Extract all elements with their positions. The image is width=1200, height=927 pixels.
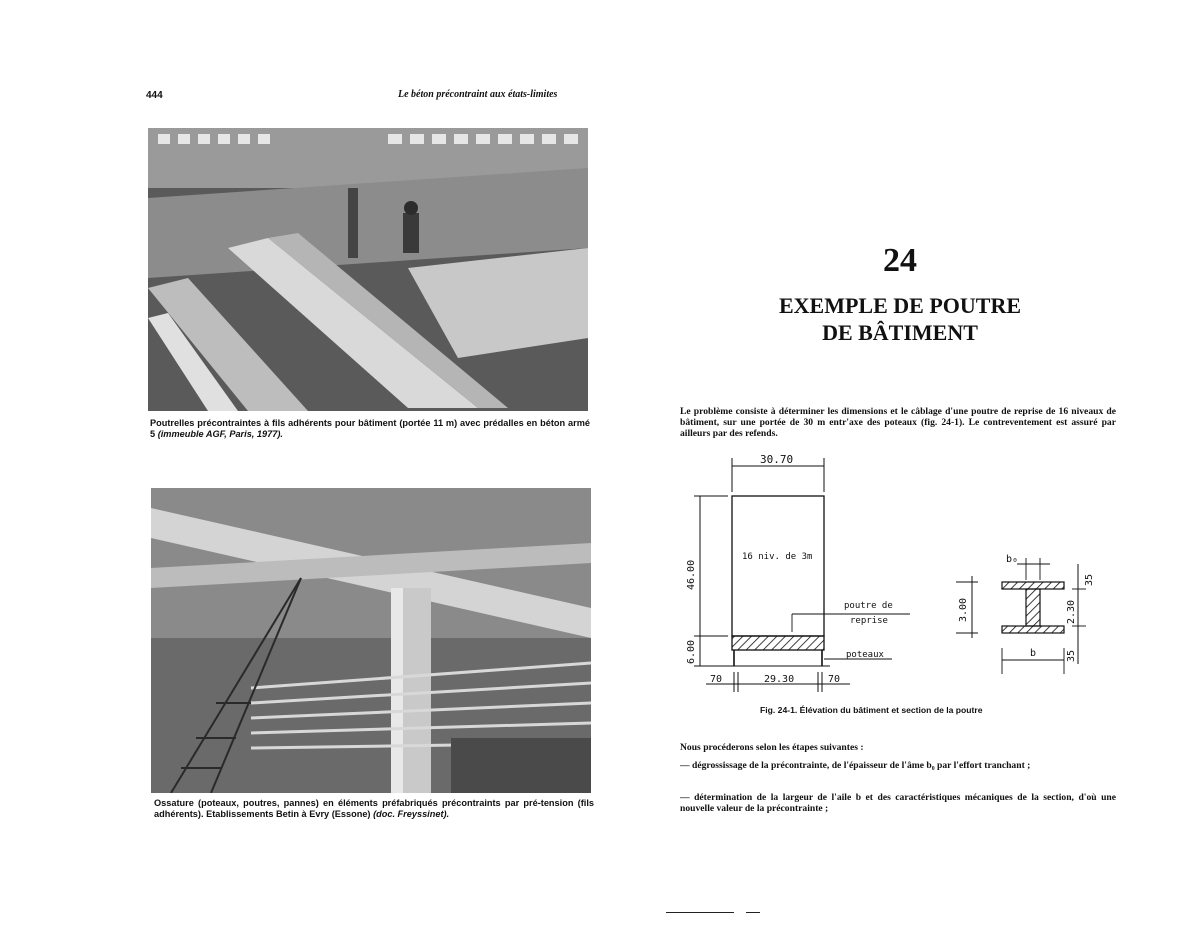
figure-caption: Fig. 24-1. Élévation du bâtiment et section de la poutre: [760, 705, 983, 715]
photo2-caption: [154, 798, 594, 819]
dim-left-label: 70: [710, 674, 723, 685]
photo1-caption-text: Poutrelles précontraintes à fils adhérents pour bâtiment (portée 11 m) avec prédalles en béton armé 5: [150, 418, 590, 439]
section-height-label: 3.00: [958, 597, 969, 622]
section-flange-bottom-label: 35: [1066, 649, 1077, 662]
photo2-caption-text: Ossature (poteaux, poutres, pannes) en éléments préfabriqués précontraints par pré-tension (fils adhérents). Etablissements Betin à Evry (Essone): [154, 798, 594, 819]
footer-rule: [666, 912, 734, 913]
dim-height-label: 46.00: [686, 559, 697, 590]
i-section: [956, 554, 1095, 674]
beam-label-2: reprise: [850, 616, 888, 626]
footer-rule-short: [746, 912, 760, 913]
photo1-caption: [150, 418, 590, 439]
page-number: 444: [146, 90, 163, 101]
figure-24-1: [672, 452, 1112, 702]
section-b0-label: b₀: [1006, 554, 1019, 565]
columns-label: poteaux: [846, 650, 884, 660]
step-1: — dégrossissage de la précontrainte, de l'épaisseur de l'âme b₀ par l'effort tranchant ;: [680, 760, 1031, 771]
chapter-title-line1: EXEMPLE DE POUTRE: [778, 293, 1022, 318]
step-2: — détermination de la largeur de l'aile b et des caractéristiques mécaniques de la section, d'où une nouvelle valeur de la précontrainte ;: [680, 792, 1116, 815]
photo-precast-frame: [151, 488, 591, 793]
dim-span-label: 29.30: [764, 674, 795, 685]
photo-prestressed-beams: [148, 128, 588, 411]
dim-top-label: 30.70: [760, 453, 794, 466]
chapter-title: [720, 292, 1080, 346]
steps-intro: Nous procéderons selon les étapes suivantes :: [680, 742, 864, 753]
chapter-number: 24: [883, 242, 917, 279]
photo1-caption-italic: (immeuble AGF, Paris, 1977).: [157, 428, 283, 439]
dim-base-label: 6.00: [686, 639, 697, 664]
beam-label-1: poutre de: [844, 601, 893, 611]
intro-paragraph: Le problème consiste à déterminer les dimensions et le câblage d'une poutre de reprise de 16 niveaux de bâtiment, sur une portée de 30 m entr'axe des poteaux (fig. 24-1). Le contreventement est assuré par ailleurs par des refends.: [680, 406, 1116, 440]
section-b-label: b: [1030, 648, 1037, 659]
section-flange-top-label: 35: [1084, 573, 1095, 586]
levels-label: 16 niv. de 3m: [742, 552, 813, 562]
chapter-title-line2: DE BÂTIMENT: [822, 320, 978, 345]
photo2-caption-italic: (doc. Freyssinet).: [373, 808, 450, 819]
section-web-label: 2.30: [1066, 599, 1077, 624]
running-head: Le béton précontraint aux états-limites: [398, 89, 558, 100]
dim-right-label: 70: [828, 674, 841, 685]
